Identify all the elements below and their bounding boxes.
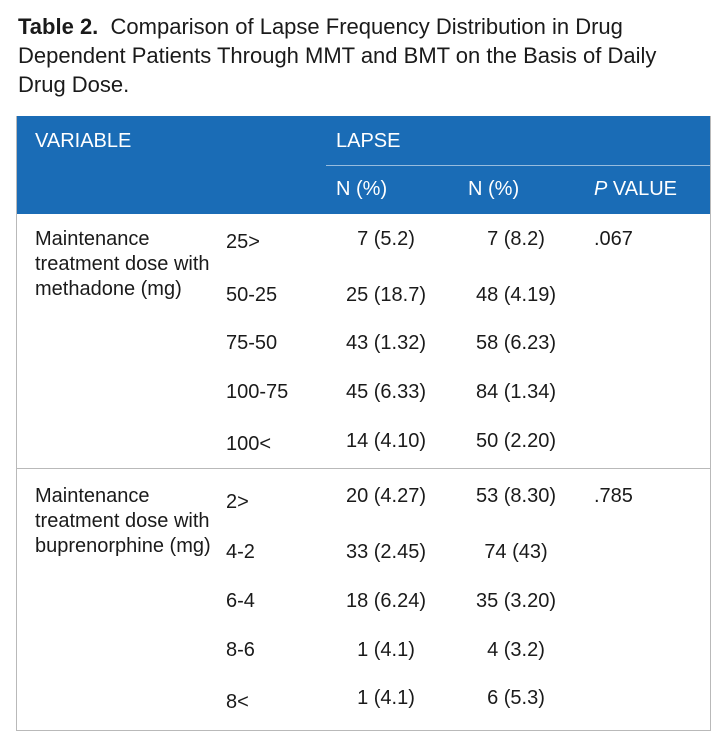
n2-cell: 58 (6.23) [475,332,557,354]
n1-cell: 7 (5.2) [357,228,415,250]
n1-cell: 1 (4.1) [357,639,415,661]
n2-cell: 7 (8.2) [487,228,545,250]
table-caption [18,12,708,99]
data-table [16,116,711,731]
group-variable-buprenorphine: Maintenance treatment dose with buprenorphine (mg) [35,485,211,557]
header-n1: N (%) [336,178,388,200]
table-label: Table 2. [18,14,99,39]
header-p-rest: VALUE [607,178,678,200]
header-n2: N (%) [468,178,520,200]
n1-cell: 33 (2.45) [345,541,427,563]
n1-cell: 18 (6.24) [345,590,427,612]
dose-cell: 75-50 [226,332,278,354]
n1-cell: 20 (4.27) [345,485,427,507]
dose-cell: 100-75 [226,381,289,403]
dose-cell: 50-25 [226,284,278,306]
header-lapse: LAPSE [336,130,401,152]
n2-cell: 84 (1.34) [475,381,557,403]
table-title: Comparison of Lapse Frequency Distribution in Drug Dependent Patients Through MMT and BMT on the Basis of Daily Drug Dose. [18,14,657,97]
dose-cell: 8-6 [226,639,255,661]
dose-cell: 2> [226,491,249,513]
group-divider [17,468,710,469]
header-variable: VARIABLE [35,130,132,152]
p-value-buprenorphine: .785 [594,485,633,507]
header-p-value [594,177,677,201]
n2-cell: 35 (3.20) [475,590,557,612]
n1-cell: 43 (1.32) [345,332,427,354]
dose-cell: 25> [226,231,260,253]
n2-cell: 4 (3.2) [487,639,545,661]
header-p-letter: P [594,178,608,200]
n1-cell: 14 (4.10) [345,430,427,452]
n2-cell: 48 (4.19) [475,284,557,306]
n2-cell: 74 (43) [484,541,548,563]
n1-cell: 45 (6.33) [345,381,427,403]
n2-cell: 6 (5.3) [487,687,545,709]
dose-cell: 8< [226,691,249,713]
group-variable-methadone: Maintenance treatment dose with methadone (mg) [35,228,210,300]
table-header [17,116,710,214]
p-value-methadone: .067 [594,228,633,250]
dose-cell: 100< [226,433,272,455]
header-divider [326,165,710,166]
n2-cell: 50 (2.20) [475,430,557,452]
dose-cell: 4-2 [226,541,255,563]
n2-cell: 53 (8.30) [475,485,557,507]
n1-cell: 1 (4.1) [357,687,415,709]
dose-cell: 6-4 [226,590,255,612]
n1-cell: 25 (18.7) [345,284,427,306]
